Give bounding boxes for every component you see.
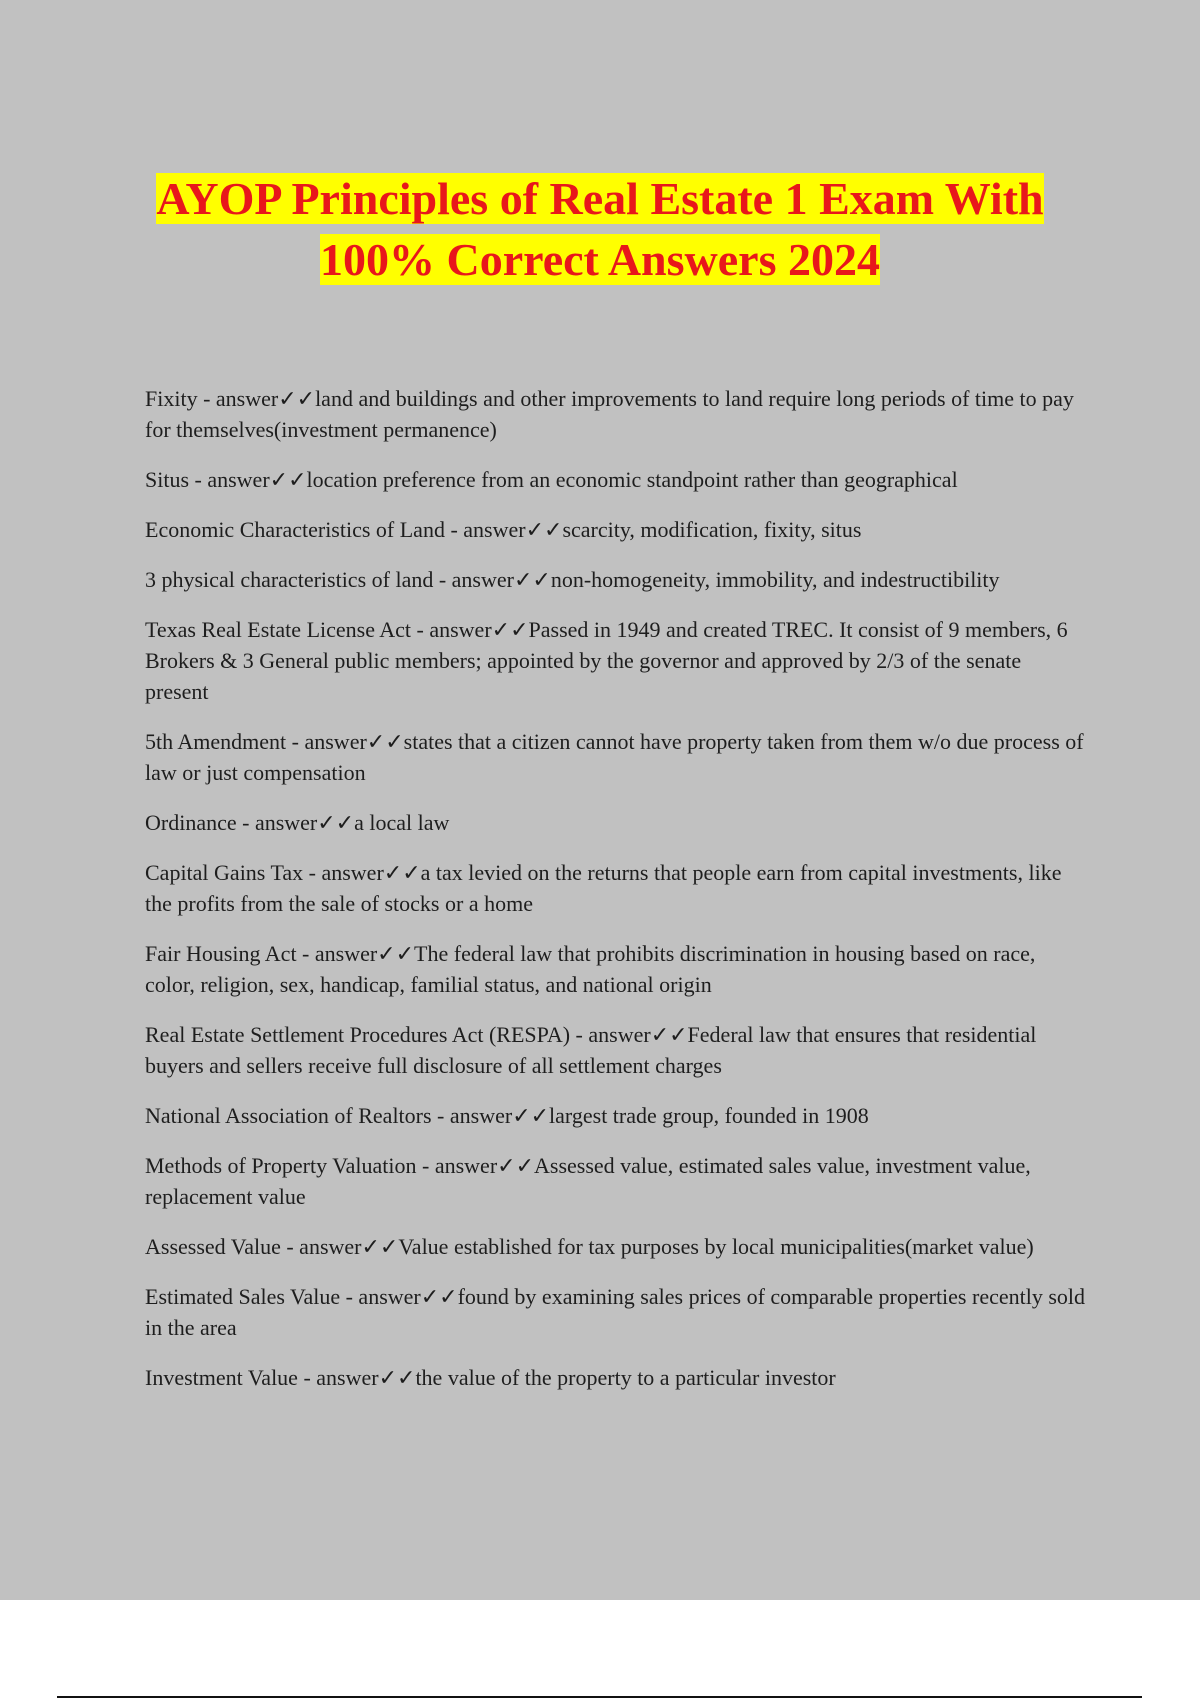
qa-item-license-act: Texas Real Estate License Act - answer✓✓Passed in 1949 and created TREC. It consist of 9 members, 6 Brokers & 3 General public members; appointed by the governor and approved by 2/3 of the senate present xyxy=(145,617,1068,704)
qa-item-situs: Situs - answer✓✓location preference from an economic standpoint rather than geographical xyxy=(145,467,958,492)
document-title-text: AYOP Principles of Real Estate 1 Exam With 100% Correct Answers 2024 xyxy=(156,173,1044,285)
qa-item-valuation-methods: Methods of Property Valuation - answer✓✓Assessed value, estimated sales value, investment value, replacement value xyxy=(145,1153,1031,1209)
qa-item-capital-gains-tax: Capital Gains Tax - answer✓✓a tax levied on the returns that people earn from capital investments, like the profits from the sale of stocks or a home xyxy=(145,860,1062,916)
qa-list xyxy=(145,383,1090,1412)
qa-item-investment-value: Investment Value - answer✓✓the value of the property to a particular investor xyxy=(145,1365,836,1390)
qa-item-5th-amendment: 5th Amendment - answer✓✓states that a citizen cannot have property taken from them w/o due process of law or just compensation xyxy=(145,729,1084,785)
qa-item-assessed-value: Assessed Value - answer✓✓Value established for tax purposes by local municipalities(market value) xyxy=(145,1234,1034,1259)
page-divider xyxy=(57,1696,1142,1698)
qa-item-nar: National Association of Realtors - answer✓✓largest trade group, founded in 1908 xyxy=(145,1103,869,1128)
qa-item-fixity: Fixity - answer✓✓land and buildings and other improvements to land require long periods of time to pay for themselves(investment permanence) xyxy=(145,386,1074,442)
document-title xyxy=(100,168,1100,290)
qa-item-fair-housing-act: Fair Housing Act - answer✓✓The federal law that prohibits discrimination in housing based on race, color, religion, sex, handicap, familial status, and national origin xyxy=(145,941,1036,997)
qa-item-economic-characteristics: Economic Characteristics of Land - answer✓✓scarcity, modification, fixity, situs xyxy=(145,517,862,542)
qa-item-ordinance: Ordinance - answer✓✓a local law xyxy=(145,810,450,835)
qa-item-physical-characteristics: 3 physical characteristics of land - answer✓✓non-homogeneity, immobility, and indestructibility xyxy=(145,567,1000,592)
qa-item-estimated-sales-value: Estimated Sales Value - answer✓✓found by examining sales prices of comparable properties recently sold in the area xyxy=(145,1284,1086,1340)
qa-item-respa: Real Estate Settlement Procedures Act (RESPA) - answer✓✓Federal law that ensures that residential buyers and sellers receive full disclosure of all settlement charges xyxy=(145,1022,1037,1078)
